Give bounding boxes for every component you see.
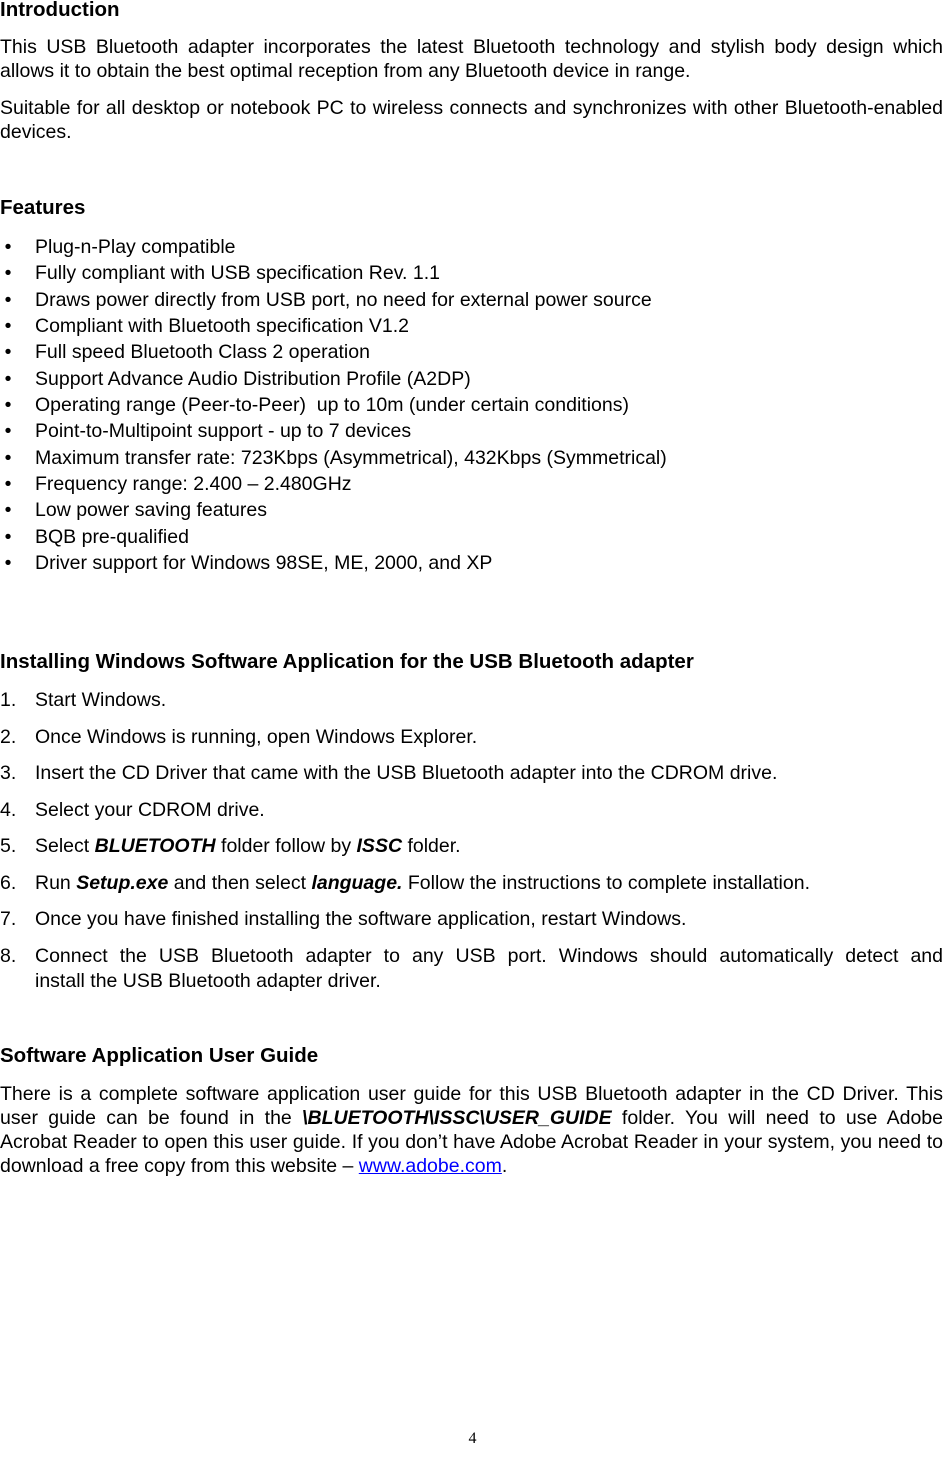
bullet-icon: • bbox=[4, 236, 12, 258]
bullet-icon: • bbox=[4, 420, 12, 442]
menu-option: language. bbox=[311, 872, 403, 894]
bullet-icon: • bbox=[4, 473, 12, 495]
bullet-icon: • bbox=[4, 341, 12, 363]
features-heading: Features bbox=[0, 196, 86, 219]
folder-path: \BLUETOOTH\ISSC\USER_GUIDE bbox=[302, 1107, 612, 1129]
install-heading: Installing Windows Software Application for the USB Bluetooth adapter bbox=[0, 650, 694, 673]
folder-name: ISSC bbox=[356, 835, 403, 857]
intro-paragraph-1: This USB Bluetooth adapter incorporates the latest Bluetooth technology and stylish body design which allows it to obtain the best optimal reception from any Bluetooth device in range. bbox=[0, 36, 943, 82]
bullet-icon: • bbox=[4, 368, 12, 390]
bullet-icon: • bbox=[4, 526, 12, 548]
folder-name: BLUETOOTH bbox=[94, 835, 216, 857]
guide-heading: Software Application User Guide bbox=[0, 1044, 319, 1067]
intro-paragraph-2: Suitable for all desktop or notebook PC to wireless connects and synchronizes with other Bluetooth-enabled devices. bbox=[0, 97, 943, 143]
bullet-icon: • bbox=[4, 447, 12, 469]
page-number: 4 bbox=[468, 1430, 477, 1447]
file-name: Setup.exe bbox=[76, 872, 169, 894]
bullet-icon: • bbox=[4, 394, 12, 416]
bullet-icon: • bbox=[4, 289, 12, 311]
bullet-icon: • bbox=[4, 315, 12, 337]
bullet-icon: • bbox=[4, 499, 12, 521]
guide-paragraph: There is a complete software application user guide for this USB Bluetooth adapter in the CD Driver. This user guide can be found in the \BLUETOOTH\ISSC\USER_GUIDE folder. You will need to use Adobe Acrobat Reader to open this user guide. If you don’t have Adobe Acrobat Reader in your system, you need to download a free copy from this website – www.adobe.com. bbox=[0, 1083, 943, 1177]
bullet-icon: • bbox=[4, 552, 12, 574]
bullet-icon: • bbox=[4, 262, 12, 284]
intro-heading: Introduction bbox=[0, 0, 120, 21]
adobe-link[interactable]: www.adobe.com bbox=[358, 1155, 502, 1177]
